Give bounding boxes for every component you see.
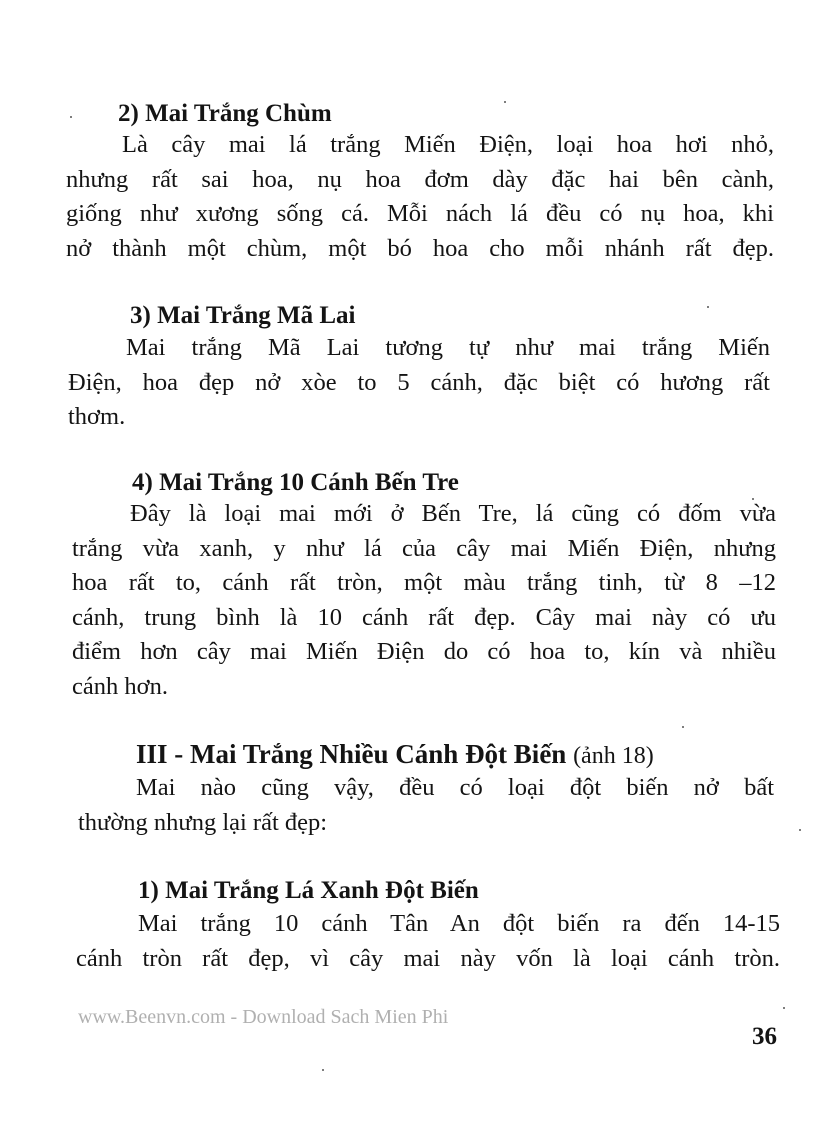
body-line: Đây là loại mai mới ở Bến Tre, lá cũng có đốm vừa	[130, 500, 776, 527]
scan-speck	[799, 829, 801, 831]
watermark-text: www.Beenvn.com - Download Sach Mien Phi	[78, 1006, 449, 1028]
body-line: cánh, trung bình là 10 cánh rất đẹp. Cây mai này có ưu	[72, 603, 776, 631]
section-heading-mai-trang-chum: 2) Mai Trắng Chùm	[118, 100, 332, 127]
body-line: Mai nào cũng vậy, đều có loại đột biến nở bất	[136, 774, 774, 801]
body-line: cánh tròn rất đẹp, vì cây mai này vốn là loại cánh tròn.	[76, 944, 780, 972]
section-heading-mai-trang-ma-lai: 3) Mai Trắng Mã Lai	[130, 302, 356, 329]
body-line: trắng vừa xanh, y như lá của cây mai Miến Điện, nhưng	[72, 534, 776, 562]
body-line: nở thành một chùm, một bó hoa cho mỗi nhánh rất đẹp.	[66, 234, 774, 262]
page-number: 36	[752, 1023, 777, 1050]
body-line: Là cây mai lá trắng Miến Điện, loại hoa hơi nhỏ,	[122, 131, 774, 158]
scan-speck	[783, 1007, 785, 1009]
section-body-mai-trang-10-canh-ben-tre	[72, 497, 776, 704]
body-line: thơm.	[68, 403, 126, 430]
body-line: điểm hơn cây mai Miến Điện do có hoa to, kín và nhiều	[72, 638, 776, 665]
scan-speck	[70, 116, 72, 118]
body-line: giống như xương sống cá. Mỗi nách lá đều có nụ hoa, khi	[66, 200, 774, 227]
body-line: Mai trắng 10 cánh Tân An đột biến ra đến 14-15	[138, 910, 780, 937]
section-body-dot-bien-intro	[78, 771, 774, 840]
scan-speck	[682, 726, 684, 728]
section-body-mai-trang-chum	[66, 128, 774, 266]
scan-speck	[322, 1069, 324, 1071]
body-line: thường nhưng lại rất đẹp:	[78, 808, 328, 836]
chapter-heading-mai-trang-nhieu-canh-dot-bien	[136, 739, 654, 770]
chapter-heading-title: III - Mai Trắng Nhiều Cánh Đột Biến	[136, 739, 567, 769]
section-body-mai-trang-la-xanh-dot-bien	[76, 907, 780, 976]
body-line: nhưng rất sai hoa, nụ hoa đơm dày đặc hai bên cành,	[66, 165, 774, 193]
scan-speck	[504, 101, 506, 103]
photo-reference: (ảnh 18)	[573, 743, 654, 769]
body-line: Điện, hoa đẹp nở xòe to 5 cánh, đặc biệt có hương rất	[68, 368, 770, 396]
scan-speck	[752, 498, 754, 500]
body-line: cánh hơn.	[72, 672, 168, 700]
scan-speck	[707, 306, 709, 308]
body-line: hoa rất to, cánh rất tròn, một màu trắng tinh, từ 8 –12	[72, 569, 776, 596]
body-line: Mai trắng Mã Lai tương tự như mai trắng Miến	[126, 334, 770, 361]
section-heading-mai-trang-10-canh-ben-tre: 4) Mai Trắng 10 Cánh Bến Tre	[132, 469, 459, 496]
section-body-mai-trang-ma-lai	[68, 331, 770, 435]
section-heading-mai-trang-la-xanh-dot-bien: 1) Mai Trắng Lá Xanh Đột Biến	[138, 877, 479, 904]
